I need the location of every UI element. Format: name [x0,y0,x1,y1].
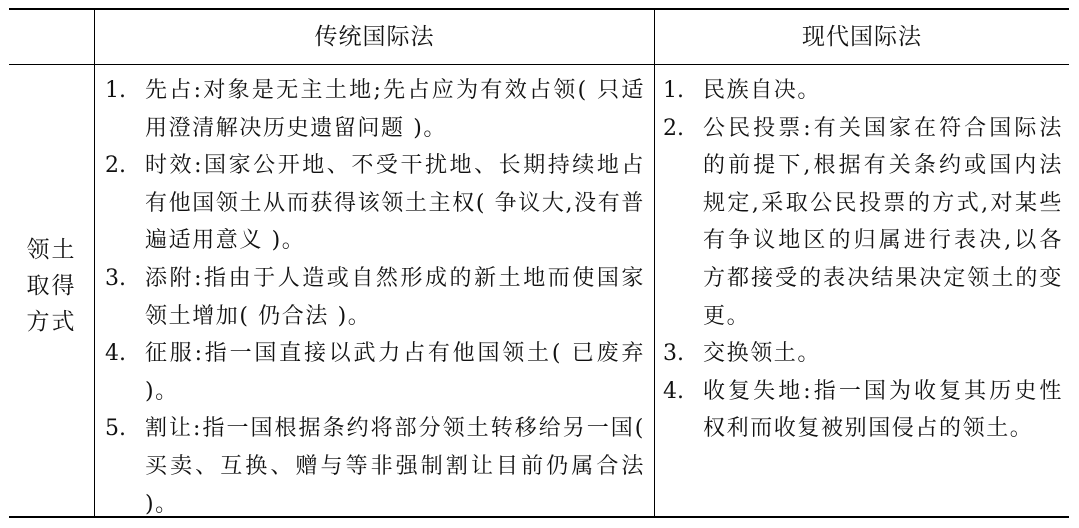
list-item [663,335,1063,373]
header-divider [9,64,1069,65]
item-number: 3. [105,265,126,291]
header-traditional: 传统国际法 [314,24,435,50]
item-number: 2. [105,153,126,179]
item-text: 先占:对象是无主土地;先占应为有效占领( 只适用澄清解决历史遗留问题 )。 [145,78,645,141]
modern-list [663,72,1063,448]
item-text: 时效:国家公开地、不受干扰地、长期持续地占有他国领土从而获得该领土主权( 争议大,没有普遍适用意义 )。 [145,153,645,254]
item-text: 民族自决。 [703,78,822,103]
traditional-list [105,72,645,523]
item-text: 添附:指由于人造或自然形成的新土地而使国家领土增加( 仍合法 )。 [145,265,645,329]
list-item [105,260,645,335]
list-item [663,373,1063,448]
list-item [105,72,645,147]
item-number: 5. [105,416,126,442]
row-label [9,232,94,340]
row-label-line: 方式 [26,309,77,335]
list-item [105,410,645,523]
item-number: 3. [663,341,684,367]
comparison-table [9,8,1069,518]
item-number: 4. [105,341,126,367]
item-text: 收复失地:指一国为收复其历史性权利而收复被别国侵占的领土。 [703,378,1063,442]
list-item [105,147,645,260]
list-item [105,335,645,410]
header-modern: 现代国际法 [802,24,922,50]
item-number: 1. [105,78,126,103]
item-number: 4. [663,378,684,404]
item-text: 割让:指一国根据条约将部分领土转移给另一国( 买卖、互换、赠与等非强制割让目前仍属合法 )。 [145,416,645,517]
item-text: 交换领土。 [703,341,822,367]
row-label-line: 取得 [26,273,77,299]
item-number: 1. [663,78,684,103]
item-number: 2. [663,115,684,141]
column-divider-2 [654,10,655,516]
item-text: 征服:指一国直接以武力占有他国领土( 已废弃 )。 [145,341,645,404]
list-item [663,110,1063,336]
item-text: 公民投票:有关国家在符合国际法的前提下,根据有关条约或国内法规定,采取公民投票的方式,对某些有争议地区的归属进行表决,以各方都接受的表决结果决定领土的变更。 [703,115,1063,329]
row-label-line: 领土 [26,237,77,263]
list-item [663,72,1063,110]
column-divider-1 [94,10,95,516]
